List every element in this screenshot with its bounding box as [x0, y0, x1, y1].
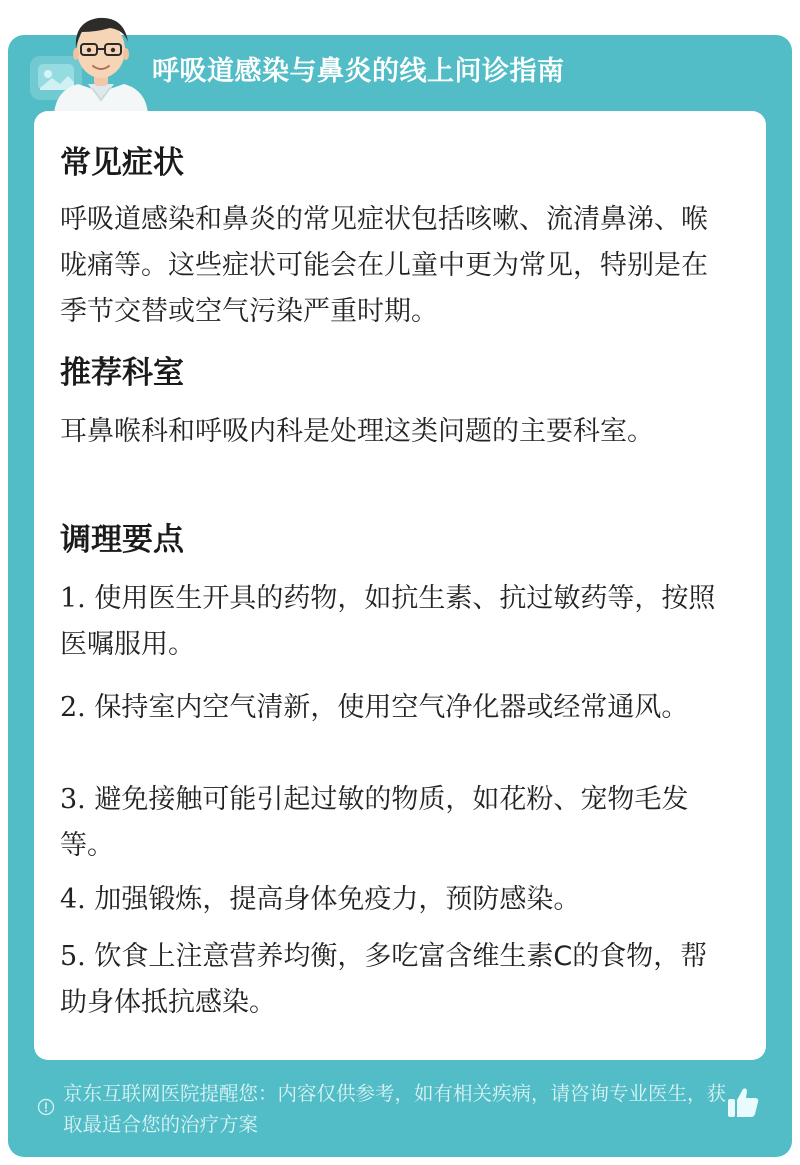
symptoms-text: 呼吸道感染和鼻炎的常见症状包括咳嗽、流清鼻涕、喉咙痛等。这些症状可能会在儿童中更为常见，特别是在季节交替或空气污染严重时期。	[60, 204, 708, 327]
page-title: 呼吸道感染与鼻炎的线上问诊指南	[152, 56, 565, 87]
care-item-number: 1.	[60, 583, 86, 614]
care-item-5	[60, 934, 730, 1026]
content-panel	[34, 111, 766, 1060]
care-item-2	[60, 685, 730, 731]
care-item-text: 避免接触可能引起过敏的物质，如花粉、宠物毛发等。	[60, 784, 689, 861]
doctor-avatar	[46, 4, 156, 114]
department-text: 耳鼻喉科和呼吸内科是处理这类问题的主要科室。	[60, 416, 654, 447]
info-icon	[37, 1098, 55, 1116]
care-item-text: 保持室内空气清新，使用空气净化器或经常通风。	[94, 692, 689, 723]
care-item-text: 饮食上注意营养均衡，多吃富含维生素C的食物，帮助身体抵抗感染。	[60, 941, 708, 1018]
department-heading: 推荐科室	[60, 355, 184, 391]
care-item-number: 4.	[60, 884, 86, 915]
care-item-text: 加强锻炼，提高身体免疫力，预防感染。	[94, 884, 581, 915]
thumbs-up-icon[interactable]	[724, 1083, 762, 1121]
care-heading: 调理要点	[60, 522, 184, 558]
care-item-number: 2.	[60, 692, 86, 723]
disclaimer-text: 京东互联网医院提醒您：内容仅供参考，如有相关疾病，请咨询专业医生，获取最适合您的治疗方案	[63, 1082, 727, 1136]
care-item-text: 使用医生开具的药物，如抗生素、抗过敏药等，按照医嘱服用。	[60, 583, 716, 660]
care-item-3	[60, 777, 730, 869]
care-item-number: 3.	[60, 784, 86, 815]
symptoms-heading: 常见症状	[60, 145, 184, 181]
care-item-number: 5.	[60, 941, 86, 972]
care-item-1	[60, 576, 730, 668]
care-item-4	[60, 877, 730, 923]
